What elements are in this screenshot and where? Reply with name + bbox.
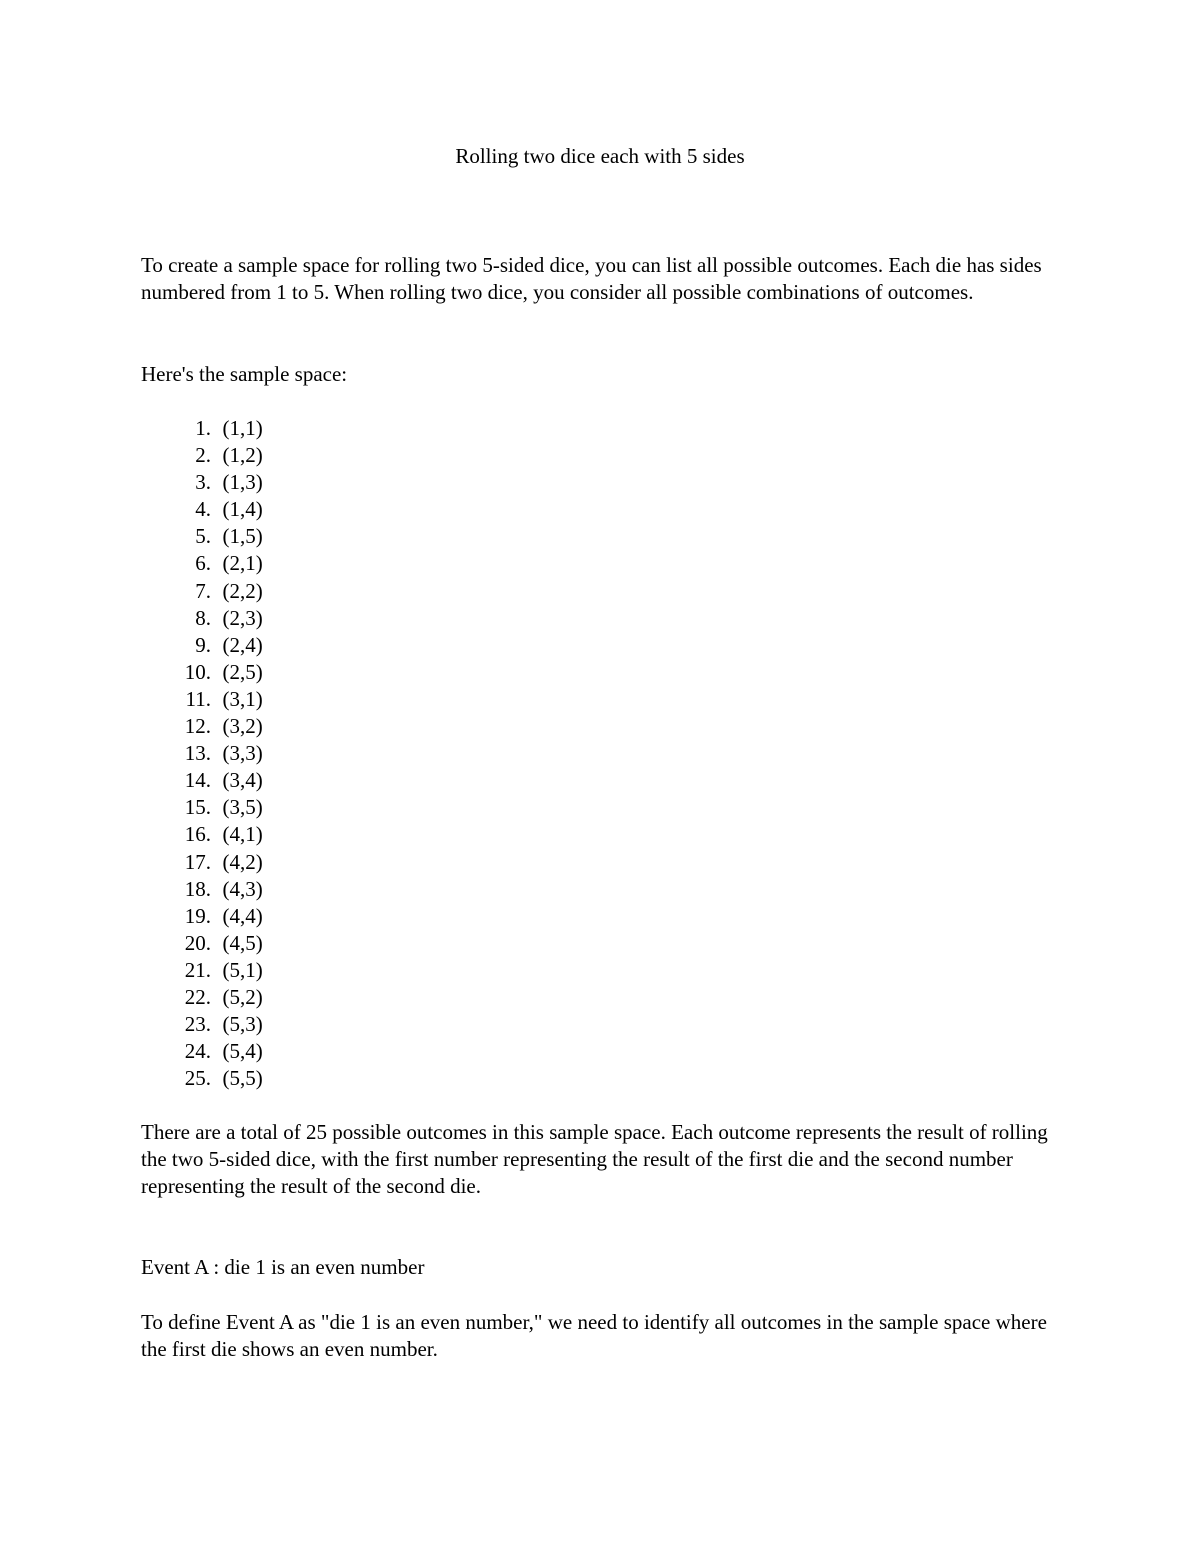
list-item xyxy=(141,469,263,496)
event-a-definition: To define Event A as "die 1 is an even number," we need to identify all outcomes in the sample space where the first die shows an even number. xyxy=(141,1310,1047,1361)
list-item xyxy=(141,876,263,903)
list-item xyxy=(141,686,263,713)
list-item-number: 10. xyxy=(184,659,211,684)
list-item-outcome: (2,3) xyxy=(222,605,263,630)
list-item-number: 14. xyxy=(184,768,211,793)
list-item-outcome: (4,1) xyxy=(222,822,263,847)
list-item xyxy=(141,903,263,930)
list-item-number: 8. xyxy=(195,605,211,630)
list-item-number: 17. xyxy=(184,849,211,874)
list-item-number: 23. xyxy=(184,1012,211,1037)
list-item xyxy=(141,632,263,659)
list-item-number: 25. xyxy=(184,1066,211,1091)
sample-space-heading: Here's the sample space: xyxy=(141,362,348,386)
list-item-number: 6. xyxy=(195,551,211,576)
list-item-outcome: (2,5) xyxy=(222,659,263,684)
list-item-number: 11. xyxy=(185,686,211,711)
list-item-outcome: (5,1) xyxy=(222,957,263,982)
list-item-outcome: (1,2) xyxy=(222,443,263,468)
list-item xyxy=(141,578,263,605)
list-item-number: 7. xyxy=(195,578,211,603)
list-item-outcome: (4,3) xyxy=(222,876,263,901)
list-item xyxy=(141,1011,263,1038)
outcome-list xyxy=(141,415,263,1092)
list-item-number: 21. xyxy=(184,957,211,982)
list-item-number: 5. xyxy=(195,524,211,549)
list-item-number: 16. xyxy=(184,822,211,847)
list-item xyxy=(141,523,263,550)
list-item xyxy=(141,767,263,794)
list-item xyxy=(141,496,263,523)
list-item-outcome: (3,2) xyxy=(222,714,263,739)
list-item xyxy=(141,849,263,876)
list-item-number: 19. xyxy=(184,903,211,928)
event-a-heading: Event A : die 1 is an even number xyxy=(141,1255,425,1279)
list-item-outcome: (1,1) xyxy=(222,416,263,440)
list-item xyxy=(141,957,263,984)
list-item xyxy=(141,821,263,848)
list-item xyxy=(141,1038,263,1065)
list-item-number: 2. xyxy=(195,443,211,468)
list-item-outcome: (5,2) xyxy=(222,984,263,1009)
total-outcomes-paragraph: There are a total of 25 possible outcomes in this sample space. Each outcome represents the result of rolling the two 5-sided dice, with the first number representing the result of the first die and the second number representing the result of the second die. xyxy=(141,1120,1048,1198)
list-item xyxy=(141,442,263,469)
list-item xyxy=(141,930,263,957)
list-item-number: 15. xyxy=(184,795,211,820)
list-item-outcome: (1,3) xyxy=(222,470,263,495)
list-item-outcome: (3,3) xyxy=(222,741,263,766)
list-item-outcome: (2,4) xyxy=(222,632,263,657)
list-item-number: 9. xyxy=(195,632,211,657)
list-item-number: 3. xyxy=(195,470,211,495)
list-item xyxy=(141,659,263,686)
list-item-number: 20. xyxy=(184,930,211,955)
list-item-outcome: (3,1) xyxy=(222,686,263,711)
list-item-outcome: (5,3) xyxy=(222,1012,263,1037)
list-item-outcome: (3,5) xyxy=(222,795,263,820)
list-item-outcome: (4,4) xyxy=(222,903,263,928)
list-item-outcome: (2,2) xyxy=(222,578,263,603)
list-item-outcome: (5,4) xyxy=(222,1039,263,1064)
list-item xyxy=(141,1065,263,1092)
list-item xyxy=(141,740,263,767)
list-item-number: 22. xyxy=(184,984,211,1009)
list-item-outcome: (3,4) xyxy=(222,768,263,793)
list-item-outcome: (4,2) xyxy=(222,849,263,874)
list-item xyxy=(141,415,263,442)
document-title: Rolling two dice each with 5 sides xyxy=(455,144,745,168)
list-item-outcome: (1,5) xyxy=(222,524,263,549)
list-item xyxy=(141,605,263,632)
list-item-outcome: (4,5) xyxy=(222,930,263,955)
list-item-number: 13. xyxy=(184,741,211,766)
list-item-number: 24. xyxy=(184,1039,211,1064)
list-item-number: 12. xyxy=(184,714,211,739)
intro-paragraph: To create a sample space for rolling two 5-sided dice, you can list all possible outcomes. Each die has sides numbered from 1 to 5. When rolling two dice, you consider all possible combinations of outcomes. xyxy=(141,253,1042,304)
list-item-number: 1. xyxy=(195,416,211,440)
list-item-outcome: (5,5) xyxy=(222,1066,263,1091)
list-item xyxy=(141,984,263,1011)
list-item xyxy=(141,550,263,577)
list-item xyxy=(141,713,263,740)
list-item-number: 18. xyxy=(184,876,211,901)
list-item-outcome: (2,1) xyxy=(222,551,263,576)
list-item-outcome: (1,4) xyxy=(222,497,263,522)
list-item-number: 4. xyxy=(195,497,211,522)
list-item xyxy=(141,794,263,821)
